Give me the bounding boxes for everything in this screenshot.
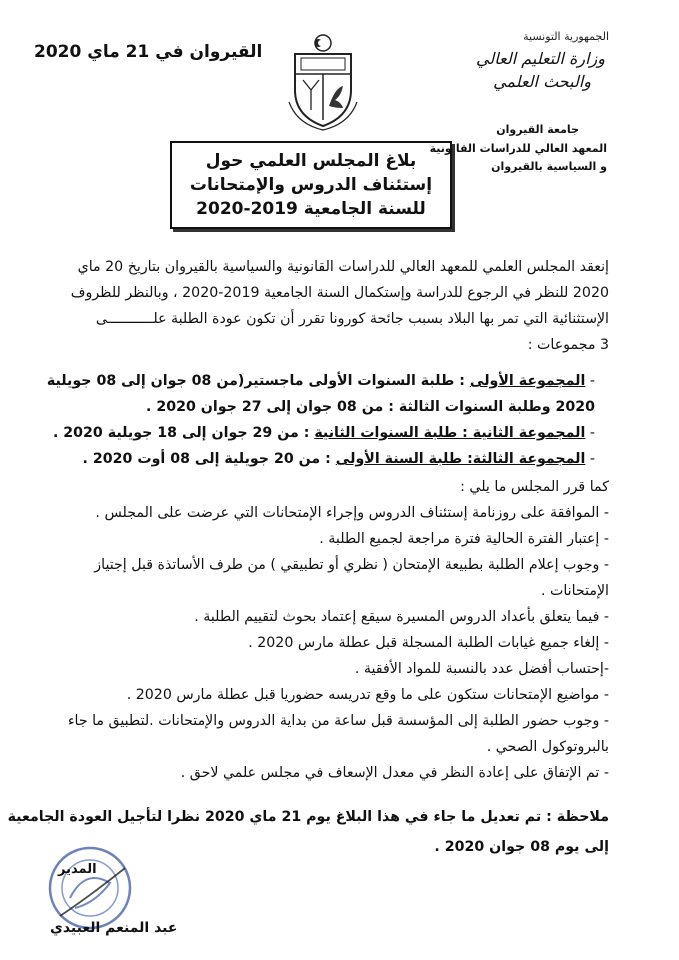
group-1-text: : طلبة السنوات الأولى ماجستير(من 08 جوان إلى 08 جويلية [46, 373, 470, 389]
note-section [7, 804, 609, 860]
group-2-text: : من 29 جوان إلى 18 جويلية 2020 . [52, 425, 315, 441]
decision-item: - إعتبار الفترة الحالية فترة مراجعة لجميع الطلبة . [319, 531, 609, 547]
decisions-section [69, 474, 609, 786]
decision-item: - الموافقة على روزنامة إستئناف الدروس وإجراء الإمتحانات التي عرضت على المجلس . [95, 505, 609, 521]
tunisia-coat-of-arms-icon [287, 32, 359, 132]
decisions-intro: كما قرر المجلس ما يلي : [460, 479, 609, 495]
intro-line: 2020 للنظر في الرجوع للدراسة وإستكمال السنة الجامعية 2019-2020 ، وبالنظر للظروف [70, 285, 609, 301]
title-line-3: للسنة الجامعية 2019-2020 [196, 199, 426, 219]
intro-line: 3 مجموعات : [527, 337, 609, 353]
group-2-label: المجموعة الثانية : طلبة السنوات الثانية [314, 425, 586, 441]
decision-item: - تم الإتفاق على إعادة النظر في معدل الإسعاف في مجلس علمي لاحق . [180, 765, 609, 781]
group-2: - المجموعة الثانية : طلبة السنوات الثانية : من 29 جوان إلى 18 جويلية 2020 . [52, 425, 595, 441]
document-date: القيروان في 21 ماي 2020 [34, 42, 263, 62]
intro-line: الإستثنائية التي تمر بها البلاد بسبب جائحة كورونا تقرر أن تكون عودة الطلبة علـــــــــــى [95, 311, 609, 327]
institute-line-2: و السياسية بالقيروان [491, 160, 607, 173]
note-line-2: إلى يوم 08 جوان 2020 . [434, 839, 609, 855]
group-1-text-continued: 2020 وطلبة السنوات الثالثة : من 08 جوان إلى 27 جوان 2020 . [146, 399, 595, 415]
institute-line-1: المعهد العالي للدراسات القانونية [429, 142, 607, 155]
decision-item: - مواضيع الإمتحانات ستكون على ما وقع تدريسه حضوريا قبل عطلة مارس 2020 . [126, 687, 609, 703]
title-box [170, 141, 452, 229]
signature-name: عبد المنعم العبيدي [50, 920, 178, 936]
group-3: - المجموعة الثالثة: طلبة السنة الأولى : من 20 جويلية إلى 08 أوت 2020 . [82, 451, 595, 467]
group-3-text: : من 20 جويلية إلى 08 أوت 2020 . [82, 451, 336, 467]
ministry-line-1: وزارة التعليم العالي [476, 49, 605, 68]
decision-item: - وجوب حضور الطلبة إلى المؤسسة قبل ساعة من بداية الدروس والإمتحانات .لتطبيق ما جاء [67, 713, 609, 729]
group-1-label: المجموعة الأولى [469, 373, 586, 389]
republic-label: الجمهورية التونسية [523, 30, 609, 43]
intro-line: إنعقد المجلس العلمي للمعهد العالي للدراسات القانونية والسياسية بالقيروان بتاريخ 20 ماي [77, 259, 609, 275]
signature-title: المدير [58, 862, 97, 877]
group-1: - المجموعة الأولى : طلبة السنوات الأولى ماجستير(من 08 جوان إلى 08 جويلية [46, 373, 595, 389]
decision-item: - فيما يتعلق بأعداد الدروس المسيرة سيقع إعتماد بحوث لتقييم الطلبة . [194, 609, 609, 625]
title-line-2: إستئناف الدروس والإمتحانات [189, 175, 433, 195]
decision-item: بالبروتوكول الصحي . [486, 739, 609, 755]
group-3-label: المجموعة الثالثة: طلبة السنة الأولى [335, 451, 586, 467]
decision-item: الإمتحانات . [540, 583, 609, 599]
decision-item: -إحتساب أفضل عدد بالنسبة للمواد الأفقية . [354, 661, 609, 677]
decision-item: - وجوب إعلام الطلبة بطبيعة الإمتحان ( نظري أو تطبيقي ) من طرف الأساتذة قبل إجتياز [94, 557, 609, 573]
decision-item: - إلغاء جميع غيابات الطلبة المسجلة قبل عطلة مارس 2020 . [248, 635, 609, 651]
groups-list [46, 368, 595, 472]
note-line-1: ملاحظة : تم تعديل ما جاء في هذا البلاغ يوم 21 ماي 2020 نظرا لتأجيل العودة الجامعية [7, 809, 609, 825]
title-line-1: بلاغ المجلس العلمي حول [205, 151, 417, 171]
ministry-line-2: والبحث العلمي [493, 72, 591, 91]
intro-paragraph [69, 254, 609, 358]
university-label: جامعة القيروان [496, 123, 579, 136]
